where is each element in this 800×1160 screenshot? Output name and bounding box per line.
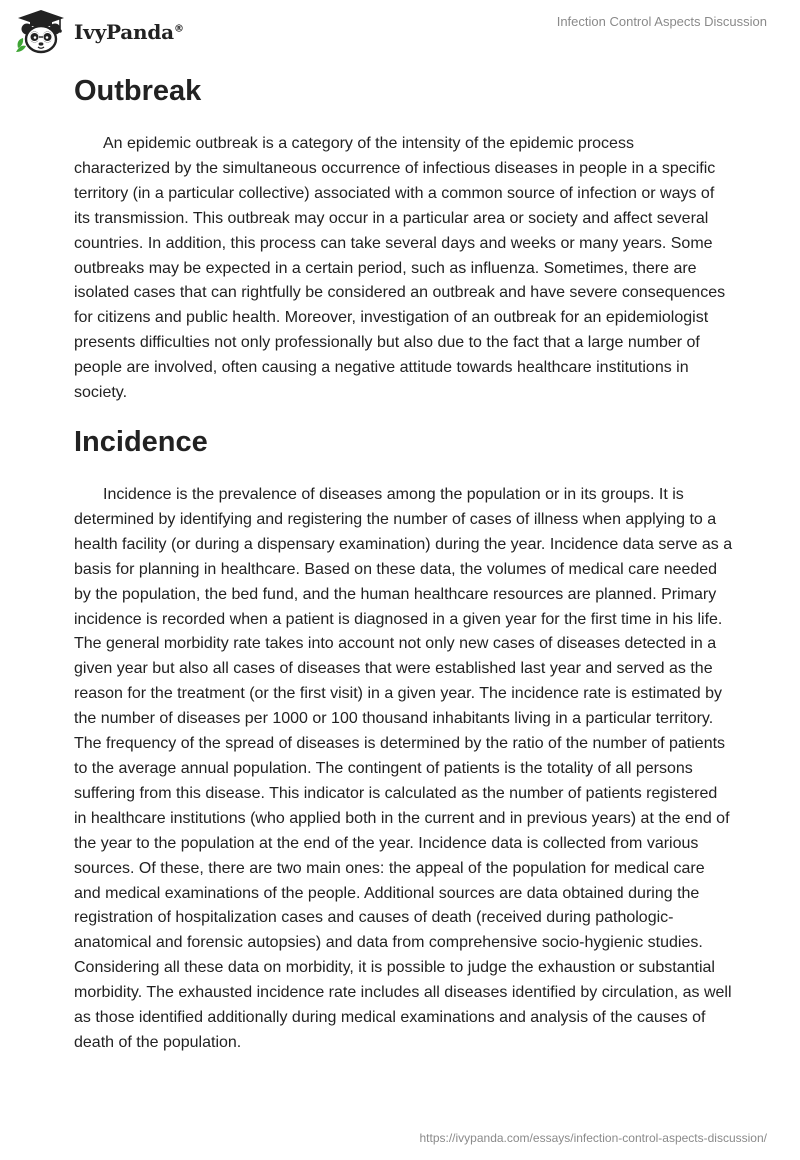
brand-name: IvyPanda® <box>74 20 184 44</box>
document-title: Infection Control Aspects Discussion <box>556 14 767 29</box>
section-heading-incidence: Incidence <box>74 426 208 458</box>
section-paragraph-incidence: Incidence is the prevalence of diseases among the population or in its groups. It is determined by identifying and registering the number of cases of illness when applying to a health facility (or during a dispensary examination) during the year. Incidence data serve as a basis for planning in healthcare. Based on these data, the volumes of medical care needed by the population, the bed fund, and the human healthcare resources are planned. Primary incidence is recorded when a patient is diagnosed in a given year for the first time in his life. The general morbidity rate takes into account not only new cases of diseases detected in a given year but also all cases of diseases that were established last year and served as the reason for the treatment (or the first visit) in a given year. The incidence rate is estimated by the number of diseases per 1000 or 100 thousand inhabitants living in a particular territory. The frequency of the spread of diseases is determined by the ratio of the number of patients to the average annual population. The contingent of patients is the totality of all persons suffering from this disease. This indicator is calculated as the number of patients registered in healthcare institutions (who applied both in the current and in previous years) at the end of the year to the population at the end of the year. Incidence data is collected from various sources. Of these, there are two main ones: the appeal of the population for medical care and medical examinations of the people. Additional sources are data obtained during the registration of hospitalization cases and causes of death (received during pathologic-anatomical and forensic autopsies) and data from comprehensive socio-hygienic studies. Considering all these data on morbidity, it is possible to judge the exhaustion or substantial morbidity. The exhausted incidence rate includes all diseases identified by circulation, as well as those identified additionally during medical examinations and analysis of the causes of death of the population. <box>74 486 733 1051</box>
source-url-link[interactable]: https://ivypanda.com/essays/infection-control-aspects-discussion/ <box>419 1131 767 1145</box>
panda-graduate-logo-icon <box>14 8 68 54</box>
ivypanda-logo[interactable] <box>14 8 184 54</box>
section-paragraph-outbreak: An epidemic outbreak is a category of the intensity of the epidemic process characterized by the simultaneous occurrence of infectious diseases in people in a specific territory (in a particular collective) associated with a common source of infection or ways of its transmission. This outbreak may occur in a particular area or society and affect several countries. In addition, this process can take several days and weeks or many years. Some outbreaks may be expected in a certain period, such as influenza. Sometimes, there are isolated cases that can rightfully be considered an outbreak and have severe consequences for citizens and public health. Moreover, investigation of an outbreak for an epidemiologist presents difficulties not only professionally but also due to the fact that a large number of people are involved, often causing a negative attitude towards healthcare institutions in society. <box>74 135 726 402</box>
section-heading-outbreak: Outbreak <box>74 75 202 107</box>
page-header <box>0 0 800 60</box>
registered-mark: ® <box>173 23 184 35</box>
